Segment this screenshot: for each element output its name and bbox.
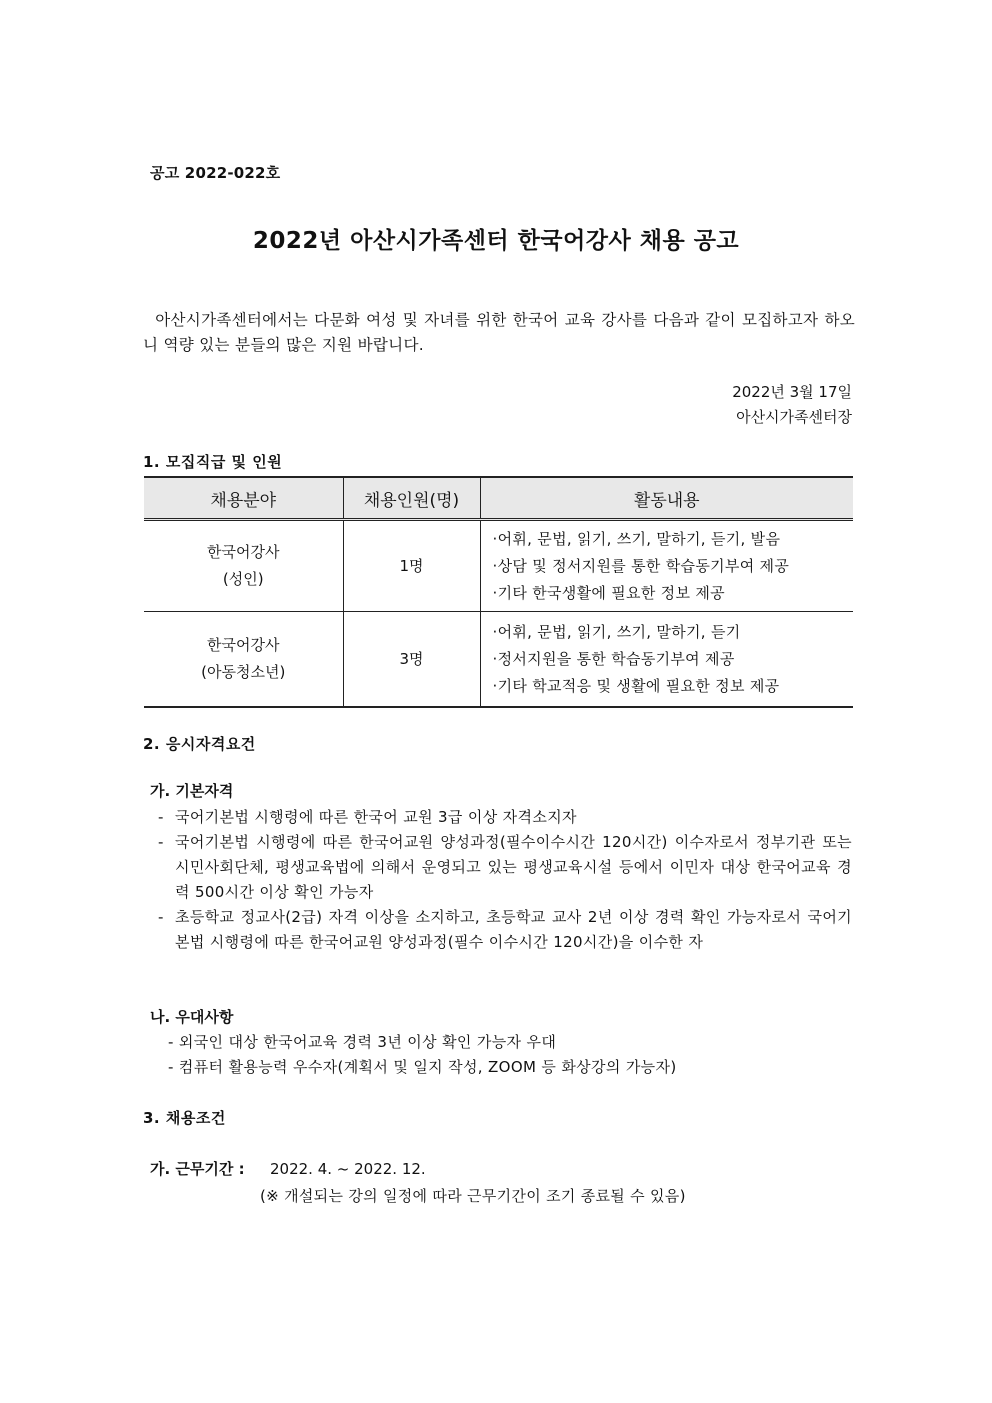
section-3-heading: 3. 채용조건 [143, 1109, 226, 1127]
notice-number: 공고 2022-022호 [150, 164, 281, 182]
field-cell [144, 520, 343, 612]
issuer: 아산시가족센터장 [736, 408, 852, 426]
table-header-row [144, 477, 853, 520]
preferred-list [168, 1030, 677, 1080]
activity-item: ·기타 학교적응 및 생활에 필요한 정보 제공 [492, 676, 780, 695]
activities-cell [480, 612, 853, 708]
activity-item: ·어휘, 문법, 읽기, 쓰기, 말하기, 듣기 [492, 622, 741, 641]
list-item-text: 국어기본법 시행령에 따른 한국어교원 양성과정(필수이수시간 120시간) 이수자로서 정부기관 또는 시민사회단체, 평생교육법에 의해서 운영되고 있는 평생교육시설 등에서 이민자 대상 한국어교육 경력 500시간 이상 확인 가능자 [175, 833, 852, 901]
activity-item: ·어휘, 문법, 읽기, 쓰기, 말하기, 듣기, 발음 [492, 529, 781, 548]
recruitment-table [144, 476, 853, 708]
header-field: 채용분야 [144, 477, 343, 520]
activity-item: ·기타 한국생활에 필요한 정보 제공 [492, 583, 725, 602]
table-row [144, 520, 853, 612]
basic-qualification-heading: 가. 기본자격 [150, 782, 234, 800]
basic-qualification-list [158, 805, 852, 955]
work-period-value: 2022. 4. ~ 2022. 12. [270, 1160, 426, 1178]
intro-text: 아산시가족센터에서는 다문화 여성 및 자녀를 위한 한국어 교육 강사를 다음과 같이 모집하고자 하오니 역량 있는 분들의 많은 지원 바랍니다. [143, 311, 855, 354]
preferred-heading: 나. 우대사항 [150, 1008, 234, 1026]
activities-cell [480, 520, 853, 612]
list-item: - 초등학교 정교사(2급) 자격 이상을 소지하고, 초등학교 교사 2년 이상 경력 확인 가능자로서 국어기본법 시행령에 따른 한국어교원 양성과정(필수 이수시간 120시간)을 이수한 자 [158, 905, 852, 955]
header-activities: 활동내용 [480, 477, 853, 520]
issue-block [732, 380, 852, 430]
page-title: 2022년 아산시가족센터 한국어강사 채용 공고 [252, 228, 740, 254]
field-target: (아동청소년) [201, 663, 286, 681]
section-1-heading: 1. 모집직급 및 인원 [143, 453, 283, 471]
list-item-text: 초등학교 정교사(2급) 자격 이상을 소지하고, 초등학교 교사 2년 이상 경력 확인 가능자로서 국어기본법 시행령에 따른 한국어교원 양성과정(필수 이수시간 120시간)을 이수한 자 [175, 908, 852, 951]
header-count: 채용인원(명) [343, 477, 480, 520]
table-row [144, 612, 853, 708]
activity-item: ·상담 및 정서지원를 통한 학습동기부여 제공 [492, 556, 790, 575]
intro-paragraph [143, 308, 855, 358]
list-item: - 컴퓨터 활용능력 우수자(계획서 및 일지 작성, ZOOM 등 화상강의 가능자) [168, 1058, 677, 1076]
work-period-note: (※ 개설되는 강의 일정에 따라 근무기간이 조기 종료될 수 있음) [260, 1187, 686, 1205]
activity-item: ·정서지원을 통한 학습동기부여 제공 [492, 649, 735, 668]
issue-date: 2022년 3월 17일 [732, 383, 852, 401]
field-target: (성인) [222, 570, 264, 588]
list-item-text: 국어기본법 시행령에 따른 한국어 교원 3급 이상 자격소지자 [175, 808, 577, 826]
field-cell [144, 612, 343, 708]
list-item: - 외국인 대상 한국어교육 경력 3년 이상 확인 가능자 우대 [168, 1033, 557, 1051]
count-cell: 3명 [343, 612, 480, 708]
count-cell: 1명 [343, 520, 480, 612]
list-item: - 국어기본법 시행령에 따른 한국어교원 양성과정(필수이수시간 120시간) 이수자로서 정부기관 또는 시민사회단체, 평생교육법에 의해서 운영되고 있는 평생교육시설 등에서 이민자 대상 한국어교육 경력 500시간 이상 확인 가능자 [158, 830, 852, 905]
section-2-heading: 2. 응시자격요건 [143, 735, 256, 753]
work-period-heading: 가. 근무기간 : [150, 1160, 245, 1178]
list-item: - 국어기본법 시행령에 따른 한국어 교원 3급 이상 자격소지자 [158, 805, 852, 830]
field-name: 한국어강사 [207, 543, 280, 561]
field-name: 한국어강사 [207, 636, 280, 654]
